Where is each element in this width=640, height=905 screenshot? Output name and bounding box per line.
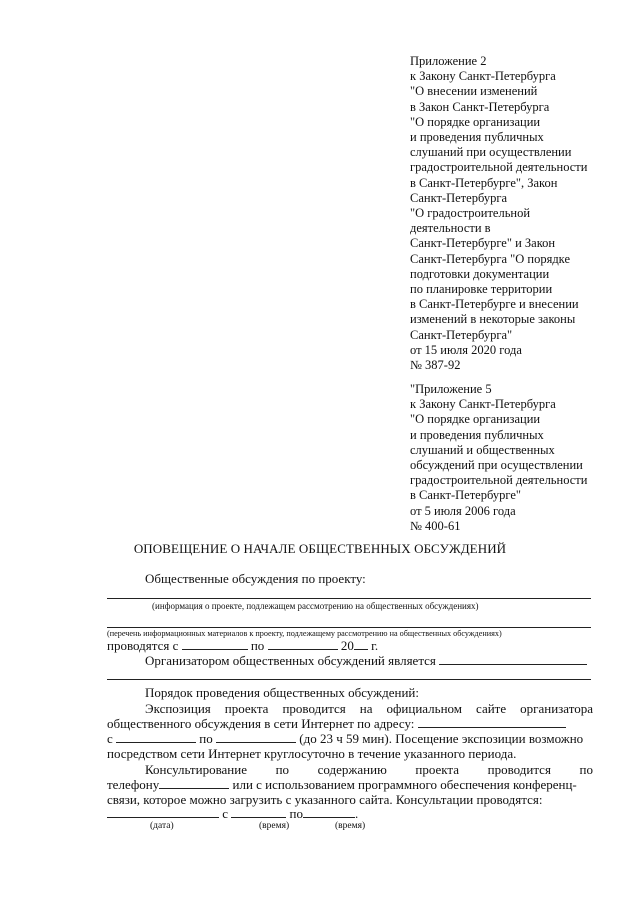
appendix-5-line: градостроительной деятельности	[410, 473, 588, 488]
project-label: Общественные обсуждения по проекту:	[145, 571, 366, 586]
exposition-from-label: с	[107, 731, 113, 746]
held-to-blank	[268, 638, 338, 650]
year-blank	[354, 638, 368, 650]
appendix-5-line: № 400-61	[410, 518, 461, 533]
exposition-from-blank	[116, 731, 196, 743]
organizer-blank	[439, 653, 587, 665]
organizer-blank-line-2	[107, 679, 591, 680]
appendix-2-line: Санкт-Петербурга"	[410, 327, 513, 342]
appendix-5-line: "Приложение 5	[410, 382, 492, 396]
appendix-5-line: обсуждений при осуществлении	[410, 458, 583, 473]
time-caption-to: (время)	[335, 821, 366, 831]
appendix-2-line: в Санкт-Петербурге", Закон	[410, 175, 558, 190]
project-blank-line	[107, 598, 591, 599]
exposition-time-text: (до 23 ч 59 мин). Посещение экспозиции возможно	[299, 731, 584, 746]
organizer-label: Организатором общественных обсуждений является	[145, 653, 436, 668]
procedure-label: Порядок проведения общественных обсуждений:	[145, 685, 419, 700]
appendix-2-line: Санкт-Петербурга	[410, 190, 508, 205]
appendix-2-line: в Санкт-Петербурге и внесении	[410, 297, 579, 312]
consultation-phone-blank	[159, 777, 229, 789]
appendix-5-line: в Санкт-Петербурге"	[410, 488, 521, 503]
appendix-5-line: слушаний и общественных	[410, 442, 555, 457]
appendix-2-header	[410, 54, 587, 373]
appendix-2-line: к Закону Санкт-Петербурга	[410, 69, 556, 84]
consultation-line-1: Консультирование по содержанию проекта проводится по	[145, 762, 593, 777]
appendix-5-line: "О порядке организации	[410, 412, 541, 427]
appendix-2-line: Санкт-Петербурге" и Закон	[410, 236, 556, 251]
exposition-to-blank	[216, 731, 296, 743]
consultation-line-3: связи, которое можно загрузить с указанного сайта. Консультации проводятся:	[107, 792, 543, 807]
exposition-line-1: Экспозиция проекта проводится на официальном сайте организатора	[145, 701, 593, 716]
appendix-5-line: от 5 июля 2006 года	[410, 503, 516, 518]
appendix-2-line: Санкт-Петербурга "О порядке	[410, 251, 570, 266]
project-caption: (информация о проекте, подлежащем рассмотрению на общественных обсуждениях)	[152, 601, 479, 611]
exposition-to-label: по	[199, 731, 213, 746]
held-from-blank	[182, 638, 248, 650]
appendix-2-line: от 15 июля 2020 года	[410, 342, 522, 357]
consultation-from-blank	[231, 806, 286, 818]
held-from-label: проводятся с	[107, 638, 179, 653]
materials-blank-line	[107, 627, 591, 628]
materials-caption: (перечень информационных материалов к проекту, подлежащему рассмотрению на общественных обсуждениях)	[107, 629, 502, 638]
appendix-2-line: подготовки документации	[410, 266, 550, 281]
appendix-2-line: градостроительной деятельности	[410, 160, 588, 175]
year-suffix: г.	[371, 638, 379, 653]
time-caption-from: (время)	[259, 821, 290, 831]
appendix-2-line: слушаний при осуществлении	[410, 145, 572, 160]
organizer-line	[145, 653, 587, 669]
appendix-2-line: "О градостроительной	[410, 206, 531, 221]
consultation-from-label: с	[222, 806, 229, 821]
appendix-5-header	[410, 382, 587, 534]
consultation-to-label: по	[289, 806, 303, 821]
appendix-2-line: "О внесении изменений	[410, 84, 538, 99]
consultation-dates-line: с по .	[107, 806, 358, 822]
year-prefix: 20	[340, 638, 354, 653]
appendix-2-line: Приложение 2	[410, 54, 487, 68]
appendix-5-line: к Закону Санкт-Петербурга	[410, 397, 556, 412]
exposition-line-2	[107, 716, 566, 732]
appendix-5-line: и проведения публичных	[410, 427, 544, 442]
date-caption: (дата)	[150, 821, 174, 831]
exposition-line-3	[107, 731, 583, 747]
document-title: ОПОВЕЩЕНИЕ О НАЧАЛЕ ОБЩЕСТВЕННЫХ ОБСУЖДЕНИЙ	[133, 541, 507, 556]
consultation-phone-label: телефону	[107, 777, 160, 792]
exposition-address-label: общественного обсуждения в сети Интернет по адресу:	[107, 716, 415, 731]
appendix-2-line: "О порядке организации	[410, 114, 541, 129]
held-to-label: по	[250, 638, 265, 653]
appendix-2-line: изменений в некоторые законы	[410, 312, 576, 327]
appendix-2-line: и проведения публичных	[410, 130, 544, 145]
consultation-to-blank	[303, 806, 355, 818]
exposition-line-4: посредством сети Интернет круглосуточно в течение указанного периода.	[107, 746, 517, 761]
consultation-rest-text: или с использованием программного обеспечения конференц-	[232, 777, 577, 792]
exposition-address-blank	[418, 716, 566, 728]
appendix-2-line: деятельности в	[410, 221, 491, 236]
consultation-line-2	[107, 777, 577, 793]
appendix-2-line: в Закон Санкт-Петербурга	[410, 99, 550, 114]
appendix-2-line: по планировке территории	[410, 282, 553, 297]
held-dates-line	[107, 638, 378, 654]
appendix-2-line: № 387-92	[410, 358, 461, 373]
consultation-date-blank	[107, 806, 219, 818]
